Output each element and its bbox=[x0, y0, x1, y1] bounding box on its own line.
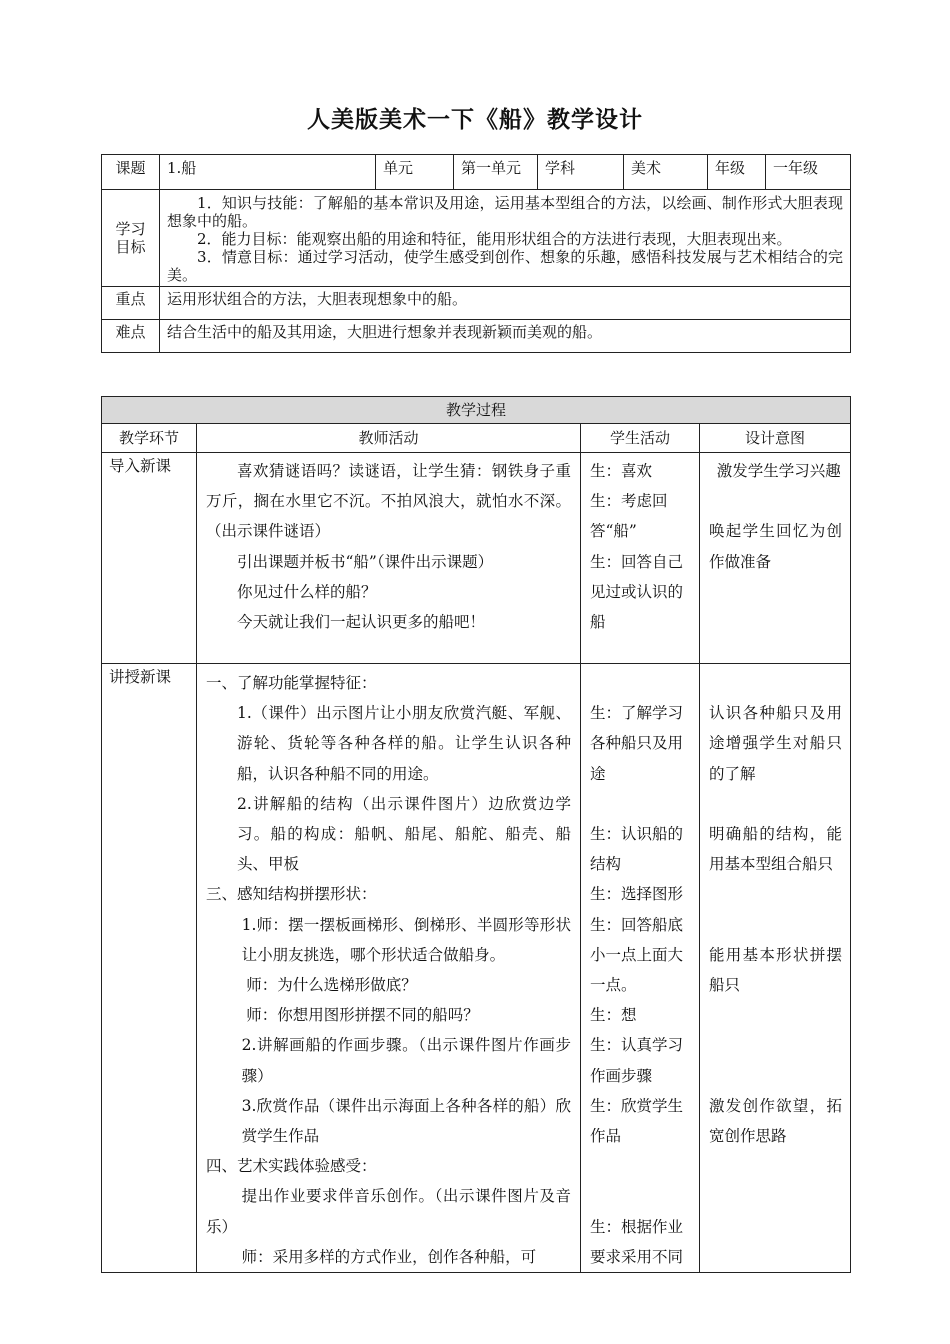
teacher-line: 四、艺术实践体验感受： bbox=[206, 1157, 377, 1176]
design-line: 能用基本形状拼摆船只 bbox=[709, 945, 843, 994]
info-row-goals bbox=[102, 190, 851, 287]
stage-intro-teacher bbox=[197, 453, 581, 664]
stage-intro-row bbox=[102, 453, 851, 664]
subject-value: 美术 bbox=[624, 155, 708, 190]
stage-teach-teacher bbox=[197, 664, 581, 1273]
teacher-line: 3.欣赏作品（课件出示海面上各种各样的船）欣赏学生作品 bbox=[241, 1096, 571, 1146]
teacher-line: 引出课题并板书“船”（课件出示课题） bbox=[237, 552, 494, 571]
student-line: 生：了解学习各种船只及用途 bbox=[590, 704, 684, 783]
topic-label: 课题 bbox=[102, 155, 160, 190]
info-row-topic bbox=[102, 155, 851, 190]
teacher-line: 2.讲解画船的作画步骤。（出示课件图片作画步骤） bbox=[241, 1036, 571, 1085]
goal-item: 3．情意目标：通过学习活动，使学生感受到创作、想象的乐趣，感悟科技发展与艺术相结合的完美。 bbox=[167, 248, 843, 284]
stage-intro-design bbox=[700, 453, 851, 664]
document-title: 人美版美术一下《船》教学设计 bbox=[307, 106, 643, 133]
design-line: 认识各种船只及用途增强学生对船只的了解 bbox=[709, 704, 843, 783]
stage-teach-name: 讲授新课 bbox=[102, 664, 197, 1273]
student-line: 生：回答船底小一点上面大一点。 bbox=[590, 915, 684, 994]
grade-value: 一年级 bbox=[766, 155, 851, 190]
student-line: 生：想 bbox=[590, 1006, 637, 1025]
info-row-key bbox=[102, 287, 851, 320]
teacher-line: 一、了解功能掌握特征： bbox=[206, 674, 377, 692]
teacher-line: 你见过什么样的船？ bbox=[237, 582, 377, 601]
design-line: 明确船的结构，能用基本型组合船只 bbox=[709, 824, 843, 874]
column-header-teacher: 教师活动 bbox=[197, 424, 581, 453]
info-table bbox=[101, 154, 851, 353]
column-header-student: 学生活动 bbox=[581, 424, 700, 453]
teacher-line: 三、感知结构拼摆形状： bbox=[206, 885, 377, 904]
process-columns-row bbox=[102, 424, 851, 453]
student-line: 生：喜欢 bbox=[590, 462, 653, 480]
key-value: 运用形状组合的方法，大胆表现想象中的船。 bbox=[160, 287, 851, 320]
design-line: 激发学生学习兴趣 bbox=[716, 462, 841, 480]
difficulty-label: 难点 bbox=[102, 320, 160, 353]
stage-intro-name: 导入新课 bbox=[102, 453, 197, 664]
process-table bbox=[101, 396, 851, 1273]
design-line: 激发创作欲望，拓宽创作思路 bbox=[709, 1096, 843, 1145]
goals-label-line1: 学习 bbox=[115, 220, 146, 238]
teacher-line: 2.讲解船的结构（出示课件图片）边欣赏边学习。船的构成：船帆、船尾、船舵、船壳、船头、甲板 bbox=[237, 794, 571, 874]
unit-value: 第一单元 bbox=[454, 155, 538, 190]
topic-value: 1.船 bbox=[160, 155, 376, 190]
student-line: 生：认真学习作画步骤 bbox=[590, 1036, 684, 1085]
teacher-line: 喜欢猜谜语吗？读谜语，让学生猜：钢铁身子重万斤，搁在水里它不沉。不拍风浪大，就怕水不深。（出示课件谜语） bbox=[206, 462, 571, 541]
teacher-line: 师：为什么选梯形做底？ bbox=[246, 976, 417, 995]
student-line: 生：根据作业要求采用不同 bbox=[590, 1217, 684, 1266]
goal-item: 1．知识与技能：了解船的基本常识及用途，运用基本型组合的方法，以绘画、制作形式大胆表现想象中的船。 bbox=[167, 194, 843, 230]
teacher-line: 提出作业要求伴音乐创作。（出示课件图片及音乐） bbox=[206, 1187, 571, 1236]
column-header-stage: 教学环节 bbox=[102, 424, 197, 453]
column-header-design: 设计意图 bbox=[700, 424, 851, 453]
info-row-difficulty bbox=[102, 320, 851, 353]
goals-label bbox=[102, 190, 160, 287]
stage-teach-design bbox=[700, 664, 851, 1273]
process-header-row bbox=[102, 397, 851, 424]
student-line: 生：选择图形 bbox=[590, 885, 684, 904]
key-label: 重点 bbox=[102, 287, 160, 320]
goal-item: 2．能力目标：能观察出船的用途和特征，能用形状组合的方法进行表现，大胆表现出来。 bbox=[197, 230, 792, 248]
teacher-line: 1.师：摆一摆板画梯形、倒梯形、半圆形等形状让小朋友挑选，哪个形状适合做船身。 bbox=[241, 915, 571, 964]
teacher-line: 1.（课件）出示图片让小朋友欣赏汽艇、军舰、游轮、货轮等各种各样的船。让学生认识各种船，认识各种船不同的用途。 bbox=[237, 704, 571, 783]
teacher-line: 今天就让我们一起认识更多的船吧！ bbox=[237, 613, 486, 632]
goals-content bbox=[160, 190, 851, 287]
student-line: 生：认识船的结构 bbox=[590, 824, 684, 874]
grade-label: 年级 bbox=[708, 155, 766, 190]
stage-intro-student bbox=[581, 453, 700, 664]
stage-teach-row bbox=[102, 664, 851, 1273]
difficulty-value: 结合生活中的船及其用途，大胆进行想象并表现新颖而美观的船。 bbox=[160, 320, 851, 353]
teacher-line: 师：采用多样的方式作业，创作各种船，可 bbox=[241, 1247, 537, 1266]
student-line: 生：欣赏学生作品 bbox=[590, 1096, 684, 1146]
design-line: 唤起学生回忆为创作做准备 bbox=[709, 522, 843, 571]
process-header: 教学过程 bbox=[102, 397, 851, 424]
unit-label: 单元 bbox=[376, 155, 454, 190]
stage-teach-student bbox=[581, 664, 700, 1273]
teacher-line: 师：你想用图形拼摆不同的船吗？ bbox=[246, 1006, 479, 1025]
student-line: 生：考虑回答“船” bbox=[590, 492, 668, 541]
student-line: 生：回答自己见过或认识的船 bbox=[590, 552, 684, 632]
goals-label-line2: 目标 bbox=[115, 238, 146, 256]
subject-label: 学科 bbox=[538, 155, 624, 190]
